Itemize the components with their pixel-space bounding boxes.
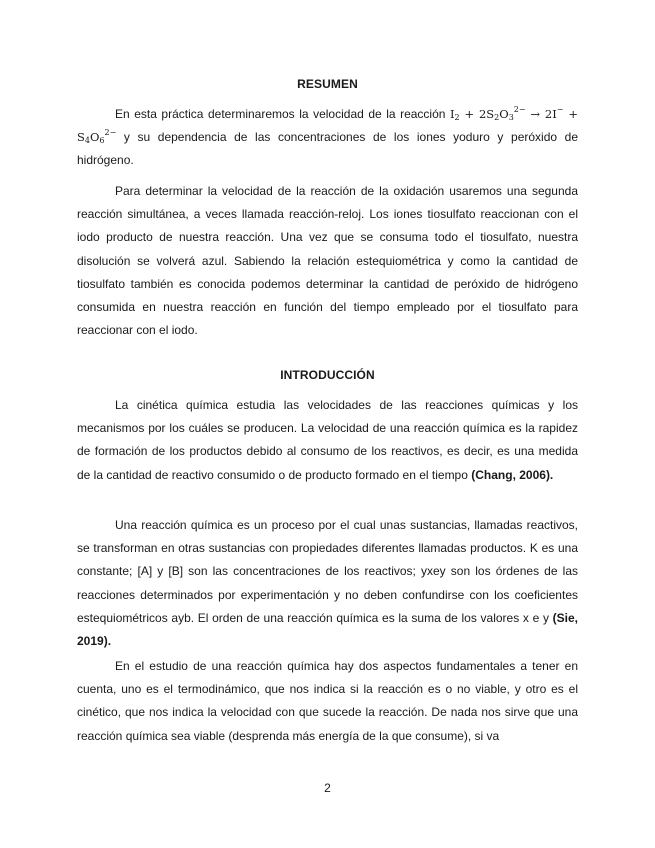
page-number: 2	[324, 781, 331, 795]
introduccion-paragraph-1: La cinética química estudia las velocidades de las reacciones químicas y los mecanismos por los cuáles se producen. La velocidad de una reacción química es la rapidez de formación de los productos debido al consumo de los reactivos, es decir, es una medida de la cantidad de reactivo consumido o de producto formado en el tiempo (Chang, 2006).	[77, 398, 578, 482]
citation-chang: (Chang, 2006).	[471, 467, 554, 482]
resumen-paragraph-1	[77, 103, 578, 173]
citation-sie: (Sie, 2019).	[77, 610, 578, 649]
resumen-paragraph-2: Para determinar la velocidad de la reacción de la oxidación usaremos una segunda reacción simultánea, a veces llamada reacción-reloj. Los iones tiosulfato reaccionan con el iodo producto de nuestra reacción. Una vez que se consuma todo el tiosulfato, nuestra disolución se volverá azul. Sabiendo la relación estequiométrica y como la cantidad de tiosulfato también es conocida podemos determinar la cantidad de peróxido de hidrógeno consumida en nuestra reacción en función del tiempo empleado por el tiosulfato para reaccionar con el iodo.	[77, 184, 578, 338]
resumen-heading: RESUMEN	[297, 77, 358, 91]
introduccion-paragraph-3: En el estudio de una reacción química hay dos aspectos fundamentales a tener en cuenta, uno es el termodinámico, que nos indica si la reacción es o no viable, y otro es el cinético, que nos indica la velocidad con que sucede la reacción. De nada nos sirve que una reacción química sea viable (desprenda más energía de la que consume), si va	[77, 659, 578, 743]
resumen-p1-outro: y su dependencia de las concentraciones de los iones yoduro y peróxido de hidrógeno.	[77, 130, 578, 168]
resumen-p1-intro: En esta práctica determinaremos la velocidad de la reacción	[115, 107, 450, 121]
introduccion-heading: INTRODUCCIÓN	[280, 368, 375, 382]
introduccion-paragraph-2: Una reacción química es un proceso por el cual unas sustancias, llamadas reactivos, se transforman en otras sustancias con propiedades diferentes llamadas productos. K es una constante; [A] y [B] son las concentraciones de los reactivos; yxey son los órdenes de las reacciones determinados por experimentación y no deben confundirse con los coeficientes estequiométricos ayb. El orden de una reacción química es la suma de los valores x e y (Sie, 2019).	[77, 518, 578, 649]
reaction-equation: $I_2 + 2S_2O_3^{2-} \to 2I^- + S_4O_6^{2-}$	[77, 105, 578, 146]
